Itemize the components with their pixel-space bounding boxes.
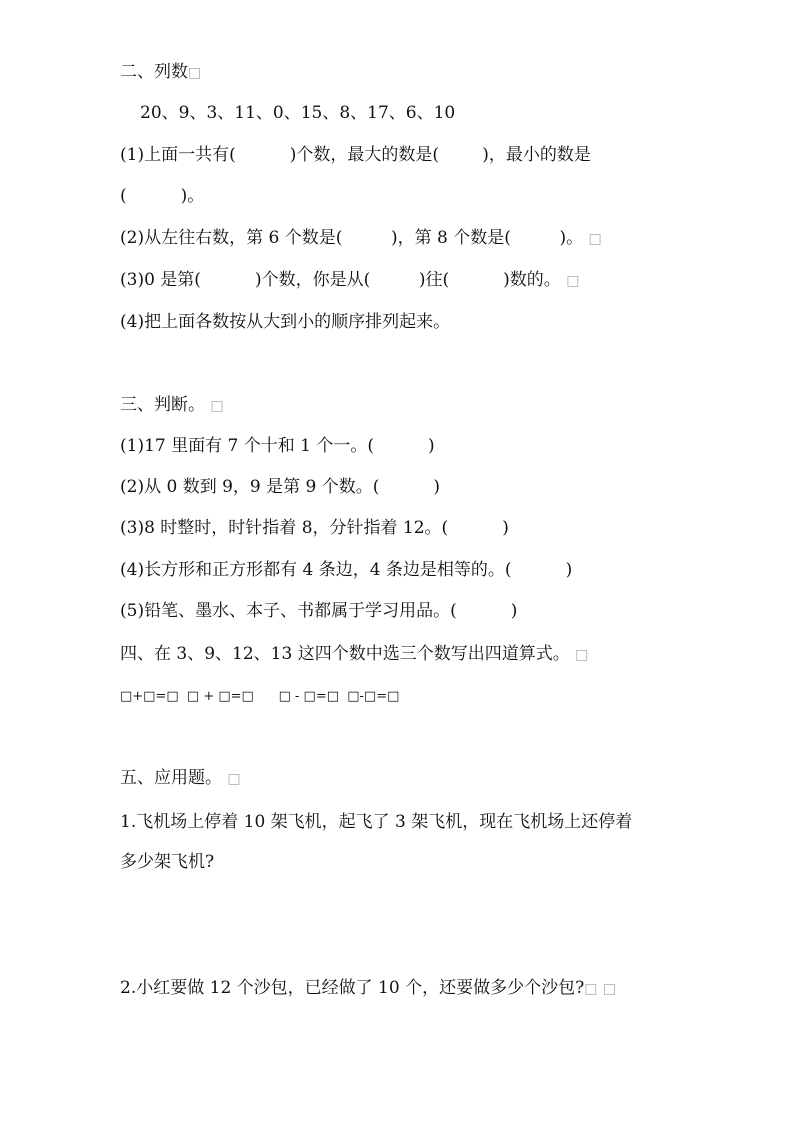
section-4-heading bbox=[120, 643, 588, 666]
heading-text: 二、列数 bbox=[120, 62, 188, 82]
heading-text: 四、在 3、9、12、13 这四个数中选三个数写出四道算式。 bbox=[120, 644, 570, 664]
problem-1a: 1.飞机场上停着 10 架飞机，起飞了 3 架飞机，现在飞机场上还停着 bbox=[120, 812, 633, 832]
question-4: (4)把上面各数按从大到小的顺序排列起来。 bbox=[120, 312, 451, 332]
problem-2 bbox=[120, 977, 616, 1000]
judge-item: (3)8 时整时，时针指着 8，分针指着 12。( ) bbox=[120, 518, 509, 538]
placeholder-box: □ bbox=[188, 65, 202, 81]
placeholder-box: □ bbox=[227, 771, 241, 787]
question-1b: ( )。 bbox=[120, 186, 205, 206]
number-list: 20、9、3、11、0、15、8、17、6、10 bbox=[140, 103, 456, 123]
section-3-heading bbox=[120, 394, 224, 417]
question-text: (3)0 是第( )个数，你是从( )往( )数的。 bbox=[120, 270, 561, 290]
section-2-heading bbox=[120, 61, 201, 84]
judge-item: (2)从 0 数到 9，9 是第 9 个数。( ) bbox=[120, 477, 441, 497]
section-5-heading bbox=[120, 767, 241, 790]
formula-blanks: □+□=□ □ + □=□ □ - □=□ □-□=□ bbox=[120, 689, 400, 704]
judge-item: (1)17 里面有 7 个十和 1 个一。( ) bbox=[120, 436, 435, 456]
question-1a: (1)上面一共有( )个数，最大的数是( )，最小的数是 bbox=[120, 145, 591, 165]
placeholder-box: □ bbox=[575, 647, 589, 663]
question-3 bbox=[120, 269, 579, 292]
problem-1b: 多少架飞机? bbox=[120, 852, 215, 872]
judge-item: (4)长方形和正方形都有 4 条边，4 条边是相等的。( ) bbox=[120, 560, 573, 580]
placeholder-box: □ bbox=[588, 231, 602, 247]
heading-text: 三、判断。 bbox=[120, 395, 205, 415]
question-2 bbox=[120, 227, 602, 250]
placeholder-box: □ bbox=[210, 398, 224, 414]
placeholder-box: □ bbox=[566, 273, 580, 289]
heading-text: 五、应用题。 bbox=[120, 768, 222, 788]
problem-text: 2.小红要做 12 个沙包，已经做了 10 个，还要做多少个沙包? bbox=[120, 978, 585, 998]
question-text: (2)从左往右数，第 6 个数是( )，第 8 个数是( )。 bbox=[120, 228, 584, 248]
placeholder-box: □ bbox=[584, 981, 598, 997]
judge-item: (5)铅笔、墨水、本子、书都属于学习用品。( ) bbox=[120, 601, 518, 621]
placeholder-box: □ bbox=[602, 981, 617, 997]
